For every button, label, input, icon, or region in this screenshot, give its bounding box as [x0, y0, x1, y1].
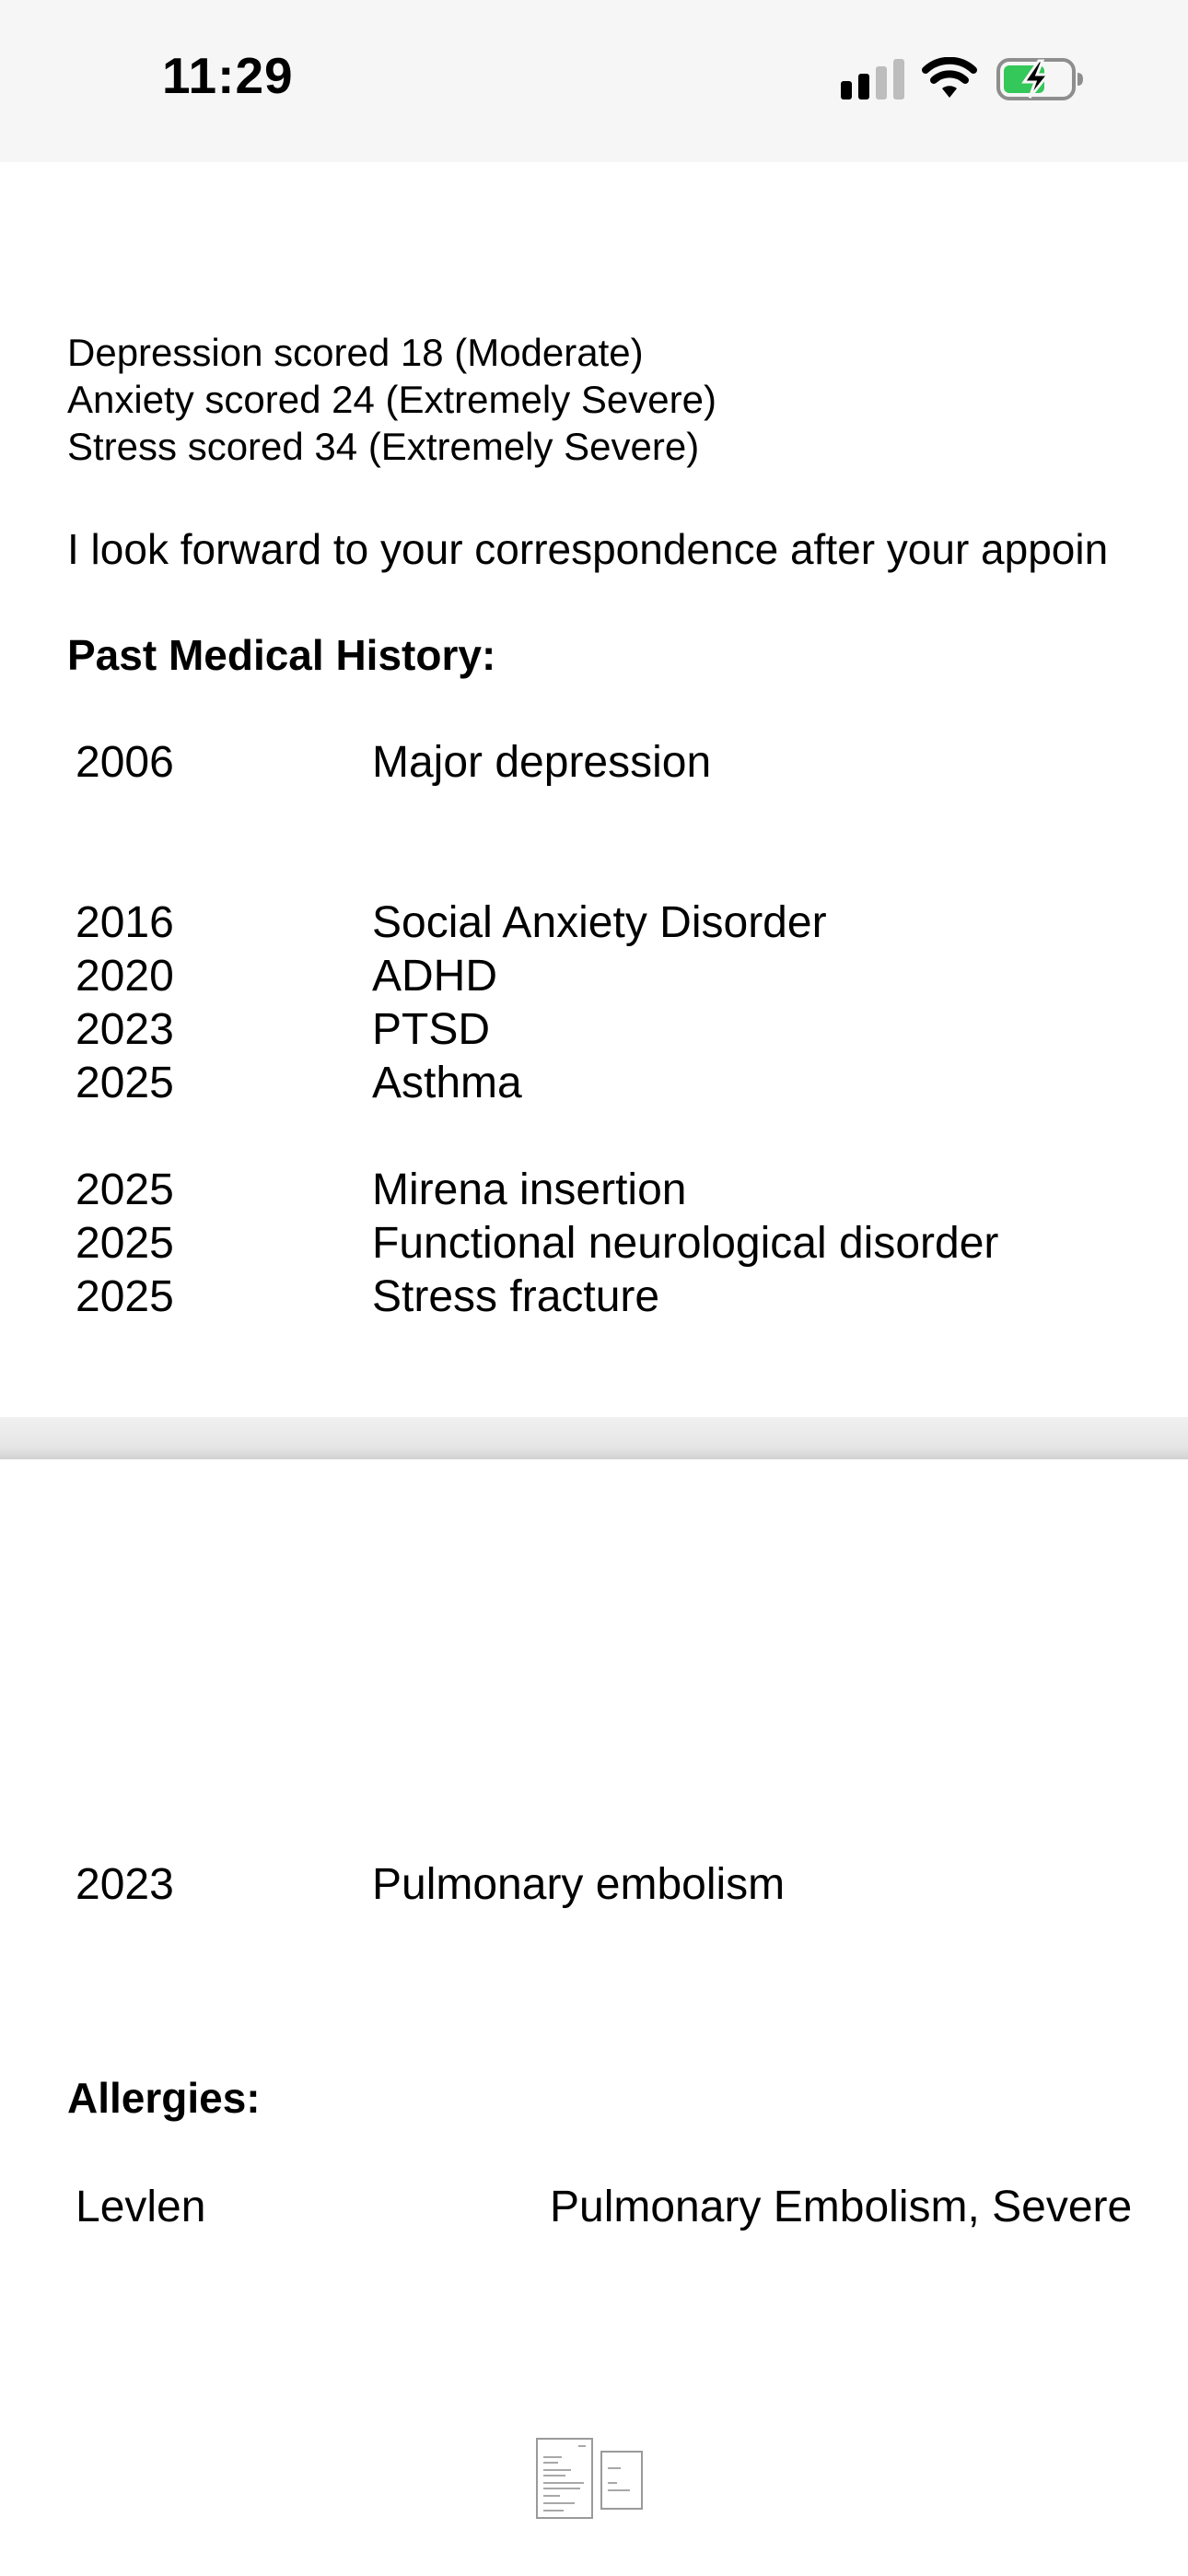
history-condition: Functional neurological disorder: [372, 1219, 999, 1268]
history-year: 2025: [76, 1219, 174, 1268]
document-page-2[interactable]: [0, 1459, 1188, 2576]
history-condition: Asthma: [372, 1059, 522, 1107]
history-condition: Mirena insertion: [372, 1165, 687, 1214]
status-time: 11:29: [162, 47, 294, 104]
battery-charging-icon: [996, 57, 1085, 101]
allergies-heading: Allergies:: [67, 2074, 261, 2122]
document-page-1[interactable]: [0, 162, 1188, 1417]
wifi-icon: [921, 57, 978, 100]
past-medical-history-heading: Past Medical History:: [67, 631, 496, 679]
allergen-name: Levlen: [76, 2183, 206, 2231]
allergy-reaction: Pulmonary Embolism, Severe: [550, 2183, 1133, 2231]
history-condition: PTSD: [372, 1005, 491, 1054]
history-year: 2025: [76, 1272, 174, 1321]
history-year: 2023: [76, 1860, 174, 1909]
history-condition: Major depression: [372, 738, 712, 787]
closing-line: I look forward to your correspondence after your appoin: [67, 525, 1109, 573]
page-1-thumbnail[interactable]: [536, 2438, 593, 2519]
stress-score: Stress scored 34 (Extremely Severe): [67, 425, 700, 468]
depression-score: Depression scored 18 (Moderate): [67, 331, 644, 374]
page-divider: [0, 1417, 1188, 1459]
anxiety-score: Anxiety scored 24 (Extremely Severe): [67, 378, 716, 421]
history-condition: ADHD: [372, 952, 498, 1001]
history-year: 2006: [76, 738, 174, 787]
history-year: 2020: [76, 952, 174, 1001]
history-year: 2025: [76, 1165, 174, 1214]
page-2-thumbnail[interactable]: [600, 2451, 643, 2510]
cellular-signal-icon: [841, 59, 905, 101]
history-condition: Social Anxiety Disorder: [372, 898, 827, 947]
page-thumbnails[interactable]: [536, 2438, 646, 2526]
history-year: 2023: [76, 1005, 174, 1054]
history-year: 2016: [76, 898, 174, 947]
status-bar: [0, 0, 1188, 162]
history-condition: Pulmonary embolism: [372, 1860, 786, 1909]
history-year: 2025: [76, 1059, 174, 1107]
history-condition: Stress fracture: [372, 1272, 660, 1321]
